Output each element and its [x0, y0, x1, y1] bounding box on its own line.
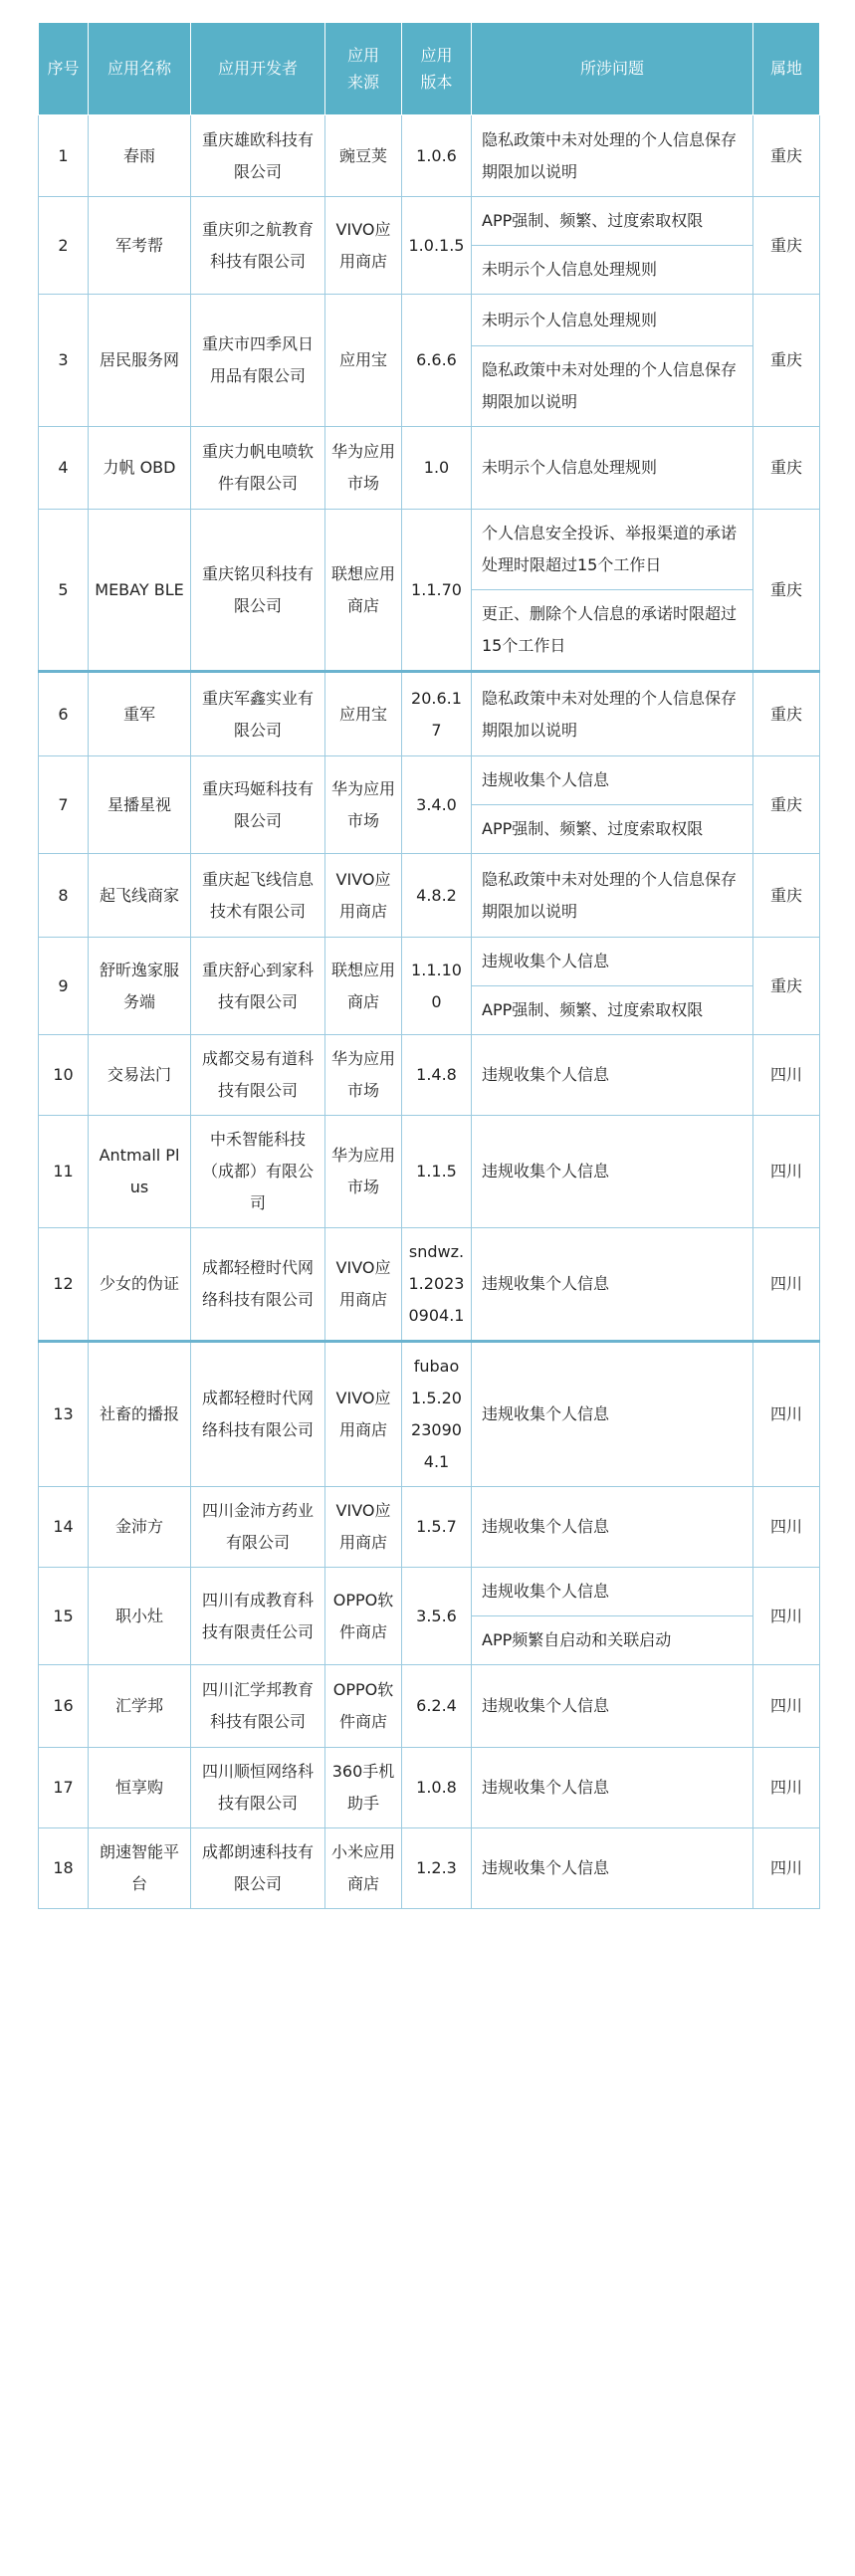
cell-no: 3 [39, 295, 89, 427]
cell-issue: 隐私政策中未对处理的个人信息保存期限加以说明 [472, 672, 753, 756]
header-developer: 应用开发者 [191, 23, 325, 115]
cell-version: 3.5.6 [402, 1568, 472, 1665]
cell-issue: 违规收集个人信息 [472, 1748, 753, 1828]
cell-version: 20.6.17 [402, 672, 472, 756]
cell-source: VIVO应用商店 [325, 1487, 402, 1568]
cell-developer: 重庆市四季风日用品有限公司 [191, 295, 325, 427]
cell-version: 6.6.6 [402, 295, 472, 427]
cell-issue: 违规收集个人信息 [472, 1228, 753, 1342]
cell-no: 17 [39, 1748, 89, 1828]
cell-developer: 重庆舒心到家科技有限公司 [191, 938, 325, 1035]
cell-source: VIVO应用商店 [325, 1342, 402, 1487]
cell-issue: 违规收集个人信息 [472, 1342, 753, 1487]
cell-version: 1.1.70 [402, 510, 472, 672]
cell-no: 5 [39, 510, 89, 672]
cell-version: fubao1.5.20230904.1 [402, 1342, 472, 1487]
cell-no: 9 [39, 938, 89, 1035]
cell-developer: 成都朗速科技有限公司 [191, 1828, 325, 1909]
table-row [39, 295, 820, 346]
cell-source: OPPO软件商店 [325, 1665, 402, 1748]
cell-version: sndwz.1.20230904.1 [402, 1228, 472, 1342]
cell-issue: 违规收集个人信息 [472, 938, 753, 986]
cell-region: 四川 [753, 1665, 820, 1748]
cell-source: 华为应用市场 [325, 1035, 402, 1116]
cell-region: 四川 [753, 1228, 820, 1342]
cell-region: 重庆 [753, 510, 820, 672]
table-row [39, 1342, 820, 1487]
table-row [39, 1228, 820, 1342]
header-source: 应用 来源 [325, 23, 402, 115]
header-app-name: 应用名称 [89, 23, 191, 115]
cell-version: 4.8.2 [402, 854, 472, 938]
cell-no: 4 [39, 427, 89, 510]
cell-app-name: 少女的伪证 [89, 1228, 191, 1342]
cell-issue: 更正、删除个人信息的承诺时限超过15个工作日 [472, 590, 753, 672]
cell-issue: APP强制、频繁、过度索取权限 [472, 805, 753, 854]
cell-source: OPPO软件商店 [325, 1568, 402, 1665]
cell-developer: 四川顺恒网络科技有限公司 [191, 1748, 325, 1828]
cell-developer: 重庆起飞线信息技术有限公司 [191, 854, 325, 938]
app-violation-table-container [38, 22, 819, 1909]
cell-no: 10 [39, 1035, 89, 1116]
table-row [39, 510, 820, 590]
cell-app-name: 汇学邦 [89, 1665, 191, 1748]
header-no: 序号 [39, 23, 89, 115]
cell-developer: 重庆雄欧科技有限公司 [191, 115, 325, 197]
cell-app-name: 舒昕逸家服务端 [89, 938, 191, 1035]
cell-region: 重庆 [753, 115, 820, 197]
cell-issue: 违规收集个人信息 [472, 1035, 753, 1116]
cell-app-name: 交易法门 [89, 1035, 191, 1116]
cell-version: 1.1.5 [402, 1116, 472, 1228]
cell-region: 重庆 [753, 854, 820, 938]
cell-no: 11 [39, 1116, 89, 1228]
cell-developer: 成都轻橙时代网络科技有限公司 [191, 1342, 325, 1487]
cell-developer: 成都交易有道科技有限公司 [191, 1035, 325, 1116]
cell-region: 重庆 [753, 295, 820, 427]
cell-region: 四川 [753, 1568, 820, 1665]
cell-source: 豌豆荚 [325, 115, 402, 197]
table-header-row [39, 23, 820, 115]
cell-source: VIVO应用商店 [325, 854, 402, 938]
cell-source: 华为应用市场 [325, 756, 402, 854]
cell-source: 华为应用市场 [325, 1116, 402, 1228]
app-violation-table [38, 22, 820, 1909]
cell-no: 18 [39, 1828, 89, 1909]
cell-region: 四川 [753, 1342, 820, 1487]
cell-version: 1.2.3 [402, 1828, 472, 1909]
cell-no: 16 [39, 1665, 89, 1748]
cell-source: VIVO应用商店 [325, 197, 402, 295]
table-row [39, 1665, 820, 1748]
cell-app-name: 春雨 [89, 115, 191, 197]
header-region: 属地 [753, 23, 820, 115]
table-row [39, 1035, 820, 1116]
cell-app-name: 重军 [89, 672, 191, 756]
cell-source: 联想应用商店 [325, 510, 402, 672]
cell-version: 1.0 [402, 427, 472, 510]
cell-issue: 违规收集个人信息 [472, 1665, 753, 1748]
cell-no: 12 [39, 1228, 89, 1342]
cell-developer: 中禾智能科技（成都）有限公司 [191, 1116, 325, 1228]
cell-developer: 四川汇学邦教育科技有限公司 [191, 1665, 325, 1748]
table-row [39, 756, 820, 805]
cell-region: 四川 [753, 1748, 820, 1828]
cell-issue: 隐私政策中未对处理的个人信息保存期限加以说明 [472, 854, 753, 938]
cell-developer: 四川金沛方药业有限公司 [191, 1487, 325, 1568]
cell-issue: APP强制、频繁、过度索取权限 [472, 986, 753, 1035]
cell-app-name: 力帆 OBD [89, 427, 191, 510]
header-version: 应用 版本 [402, 23, 472, 115]
cell-developer: 重庆军鑫实业有限公司 [191, 672, 325, 756]
cell-version: 1.5.7 [402, 1487, 472, 1568]
cell-no: 15 [39, 1568, 89, 1665]
cell-developer: 重庆铭贝科技有限公司 [191, 510, 325, 672]
cell-developer: 四川有成教育科技有限责任公司 [191, 1568, 325, 1665]
cell-no: 1 [39, 115, 89, 197]
cell-app-name: 社畜的播报 [89, 1342, 191, 1487]
cell-source: 小米应用商店 [325, 1828, 402, 1909]
cell-app-name: 星播星视 [89, 756, 191, 854]
cell-source: 联想应用商店 [325, 938, 402, 1035]
cell-version: 1.0.1.5 [402, 197, 472, 295]
cell-source: 华为应用市场 [325, 427, 402, 510]
cell-issue: APP频繁自启动和关联启动 [472, 1616, 753, 1665]
cell-no: 2 [39, 197, 89, 295]
cell-region: 重庆 [753, 197, 820, 295]
cell-issue: 违规收集个人信息 [472, 1487, 753, 1568]
cell-issue: 个人信息安全投诉、举报渠道的承诺处理时限超过15个工作日 [472, 510, 753, 590]
table-row [39, 672, 820, 756]
table-row [39, 1748, 820, 1828]
cell-developer: 成都轻橙时代网络科技有限公司 [191, 1228, 325, 1342]
cell-no: 6 [39, 672, 89, 756]
cell-app-name: 恒享购 [89, 1748, 191, 1828]
table-row [39, 854, 820, 938]
cell-region: 四川 [753, 1487, 820, 1568]
cell-developer: 重庆卯之航教育科技有限公司 [191, 197, 325, 295]
cell-issue: 隐私政策中未对处理的个人信息保存期限加以说明 [472, 346, 753, 427]
table-row [39, 197, 820, 246]
cell-no: 14 [39, 1487, 89, 1568]
cell-region: 重庆 [753, 672, 820, 756]
cell-region: 重庆 [753, 427, 820, 510]
table-row [39, 1116, 820, 1228]
cell-region: 四川 [753, 1116, 820, 1228]
cell-source: 应用宝 [325, 672, 402, 756]
cell-no: 8 [39, 854, 89, 938]
table-row [39, 1487, 820, 1568]
cell-issue: APP强制、频繁、过度索取权限 [472, 197, 753, 246]
cell-issue: 违规收集个人信息 [472, 756, 753, 805]
cell-developer: 重庆玛姬科技有限公司 [191, 756, 325, 854]
cell-developer: 重庆力帆电喷软件有限公司 [191, 427, 325, 510]
cell-issue: 违规收集个人信息 [472, 1828, 753, 1909]
cell-app-name: Antmall Plus [89, 1116, 191, 1228]
cell-issue: 未明示个人信息处理规则 [472, 246, 753, 295]
cell-version: 6.2.4 [402, 1665, 472, 1748]
cell-issue: 未明示个人信息处理规则 [472, 427, 753, 510]
table-row [39, 1828, 820, 1909]
cell-no: 7 [39, 756, 89, 854]
cell-version: 1.4.8 [402, 1035, 472, 1116]
cell-issue: 隐私政策中未对处理的个人信息保存期限加以说明 [472, 115, 753, 197]
cell-issue: 违规收集个人信息 [472, 1568, 753, 1616]
cell-app-name: 朗速智能平台 [89, 1828, 191, 1909]
cell-app-name: MEBAY BLE [89, 510, 191, 672]
table-row [39, 427, 820, 510]
table-row [39, 115, 820, 197]
cell-app-name: 职小灶 [89, 1568, 191, 1665]
cell-app-name: 起飞线商家 [89, 854, 191, 938]
table-row [39, 938, 820, 986]
cell-source: 360手机助手 [325, 1748, 402, 1828]
table-row [39, 1568, 820, 1616]
cell-region: 四川 [753, 1828, 820, 1909]
cell-issue: 违规收集个人信息 [472, 1116, 753, 1228]
cell-app-name: 军考帮 [89, 197, 191, 295]
cell-region: 重庆 [753, 756, 820, 854]
cell-version: 1.0.6 [402, 115, 472, 197]
cell-version: 1.0.8 [402, 1748, 472, 1828]
cell-region: 重庆 [753, 938, 820, 1035]
cell-source: 应用宝 [325, 295, 402, 427]
cell-region: 四川 [753, 1035, 820, 1116]
cell-app-name: 金沛方 [89, 1487, 191, 1568]
cell-app-name: 居民服务网 [89, 295, 191, 427]
cell-version: 3.4.0 [402, 756, 472, 854]
cell-source: VIVO应用商店 [325, 1228, 402, 1342]
cell-version: 1.1.100 [402, 938, 472, 1035]
cell-no: 13 [39, 1342, 89, 1487]
header-issues: 所涉问题 [472, 23, 753, 115]
cell-issue: 未明示个人信息处理规则 [472, 295, 753, 346]
